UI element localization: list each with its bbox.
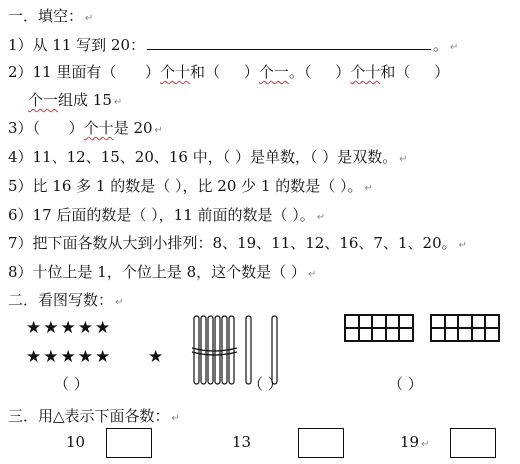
question-7: 7）把下面各数从大到小排列：8、19、11、12、16、7、1、20。 ↵ (8, 234, 468, 252)
question-1: 1）从 11 写到 20： 。 ↵ (8, 36, 459, 54)
star-extra: ★ (148, 347, 166, 367)
answer-box[interactable] (450, 428, 496, 458)
question-5: 5）比 16 多 1 的数是（ ），比 20 少 1 的数是（ ）。 ↵ (8, 177, 373, 195)
section2-heading: 二．看图写数： ↵ (8, 291, 124, 309)
answer-box[interactable] (298, 428, 344, 458)
section3-heading: 三．用△表示下面各数： ↵ (8, 407, 180, 425)
answer-paren-3[interactable]: （ ） (388, 375, 423, 393)
question-3: 3）（ ）个十是 20 ↵ (8, 119, 163, 137)
answer-box[interactable] (106, 428, 152, 458)
answer-line[interactable] (147, 35, 431, 50)
answer-paren-1[interactable]: （ ） (54, 375, 89, 393)
ten-frame-grid (344, 314, 414, 342)
number-label: 10 (66, 433, 86, 451)
number-label: 13 (232, 433, 252, 451)
number-label: 19 ↵ (400, 433, 430, 451)
stars-row-1: ★★★★★ (26, 318, 113, 338)
stick-bundle-icon (190, 314, 240, 388)
section1-heading: 一．填空： ↵ (8, 7, 94, 25)
question-2-continued: 个一组成 15 ↵ (28, 91, 123, 109)
stars-row-2: ★★★★★ (26, 347, 113, 367)
answer-paren-2[interactable]: （ ） (248, 375, 283, 393)
question-6: 6）17 后面的数是（ ），11 前面的数是（ ）。 ↵ (8, 206, 326, 224)
ten-frame-grid (430, 314, 500, 342)
question-4: 4）11、12、15、20、16 中，（ ）是单数，（ ）是双数。 ↵ (8, 148, 408, 166)
question-2: 2）11 里面有（ ）个十和（ ）个一。（ ）个十和（ ） (8, 63, 450, 81)
question-8: 8）十位上是 1，个位上是 8，这个数是（ ） ↵ (8, 263, 317, 281)
